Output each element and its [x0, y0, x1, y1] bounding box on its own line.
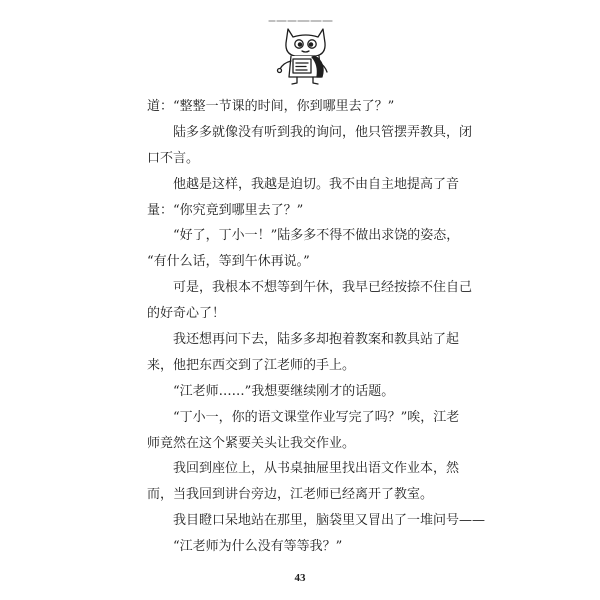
text-line: 来，他把东西交到了江老师的手上。	[147, 357, 356, 373]
paragraph	[147, 379, 492, 405]
text-line: 而，当我回到讲台旁边，江老师已经离开了教室。	[147, 487, 434, 503]
text-line: “丁小一，你的语文课堂作业写完了吗？”唉，江老	[173, 409, 460, 425]
text-line: 我还想再问下去，陆多多却抱着教案和教具站了起	[173, 332, 460, 348]
text-line: “好了，丁小一！”陆多多不得不做出求饶的姿态，	[173, 228, 460, 244]
text-line: 可是，我根本不想等到午休，我早已经按捺不住自己	[173, 280, 473, 296]
paragraph	[147, 172, 492, 224]
text-line: 陆多多就像没有听到我的询问，他只管摆弄教具，闭	[173, 124, 473, 140]
paragraph	[147, 405, 492, 457]
paragraph	[147, 120, 492, 172]
text-line: “有什么话，等到午休再说。”	[147, 254, 310, 270]
cartoon-monster-drawing	[266, 16, 336, 88]
text-line: 师竟然在这个紧要关头让我交作业。	[147, 435, 356, 451]
cartoon-monster-illustration-icon	[266, 16, 336, 88]
paragraph	[147, 223, 492, 275]
text-line: “江老师……”我想要继续刚才的话题。	[173, 383, 395, 399]
text-line: 我目瞪口呆地站在那里，脑袋里又冒出了一堆问号——	[173, 513, 486, 529]
body-text	[147, 94, 492, 560]
text-line: 他越是这样，我越是迫切。我不由自主地提高了音	[173, 176, 460, 192]
paragraph	[147, 94, 492, 120]
paragraph	[147, 534, 492, 560]
text-line: 道：“整整一节课的时间，你到哪里去了？”	[147, 99, 395, 114]
text-line: 我回到座位上，从书桌抽屉里找出语文作业本，然	[173, 461, 460, 477]
text-line: “江老师为什么没有等等我？”	[173, 539, 343, 555]
paragraph	[147, 275, 492, 327]
text-line: 量：“你究竟到哪里去了？”	[147, 202, 304, 218]
page-number: 43	[294, 572, 306, 584]
text-line: 的好奇心了！	[147, 306, 226, 322]
paragraph	[147, 327, 492, 379]
paragraph	[147, 456, 492, 508]
text-line: 口不言。	[147, 150, 200, 166]
paragraph	[147, 508, 492, 534]
